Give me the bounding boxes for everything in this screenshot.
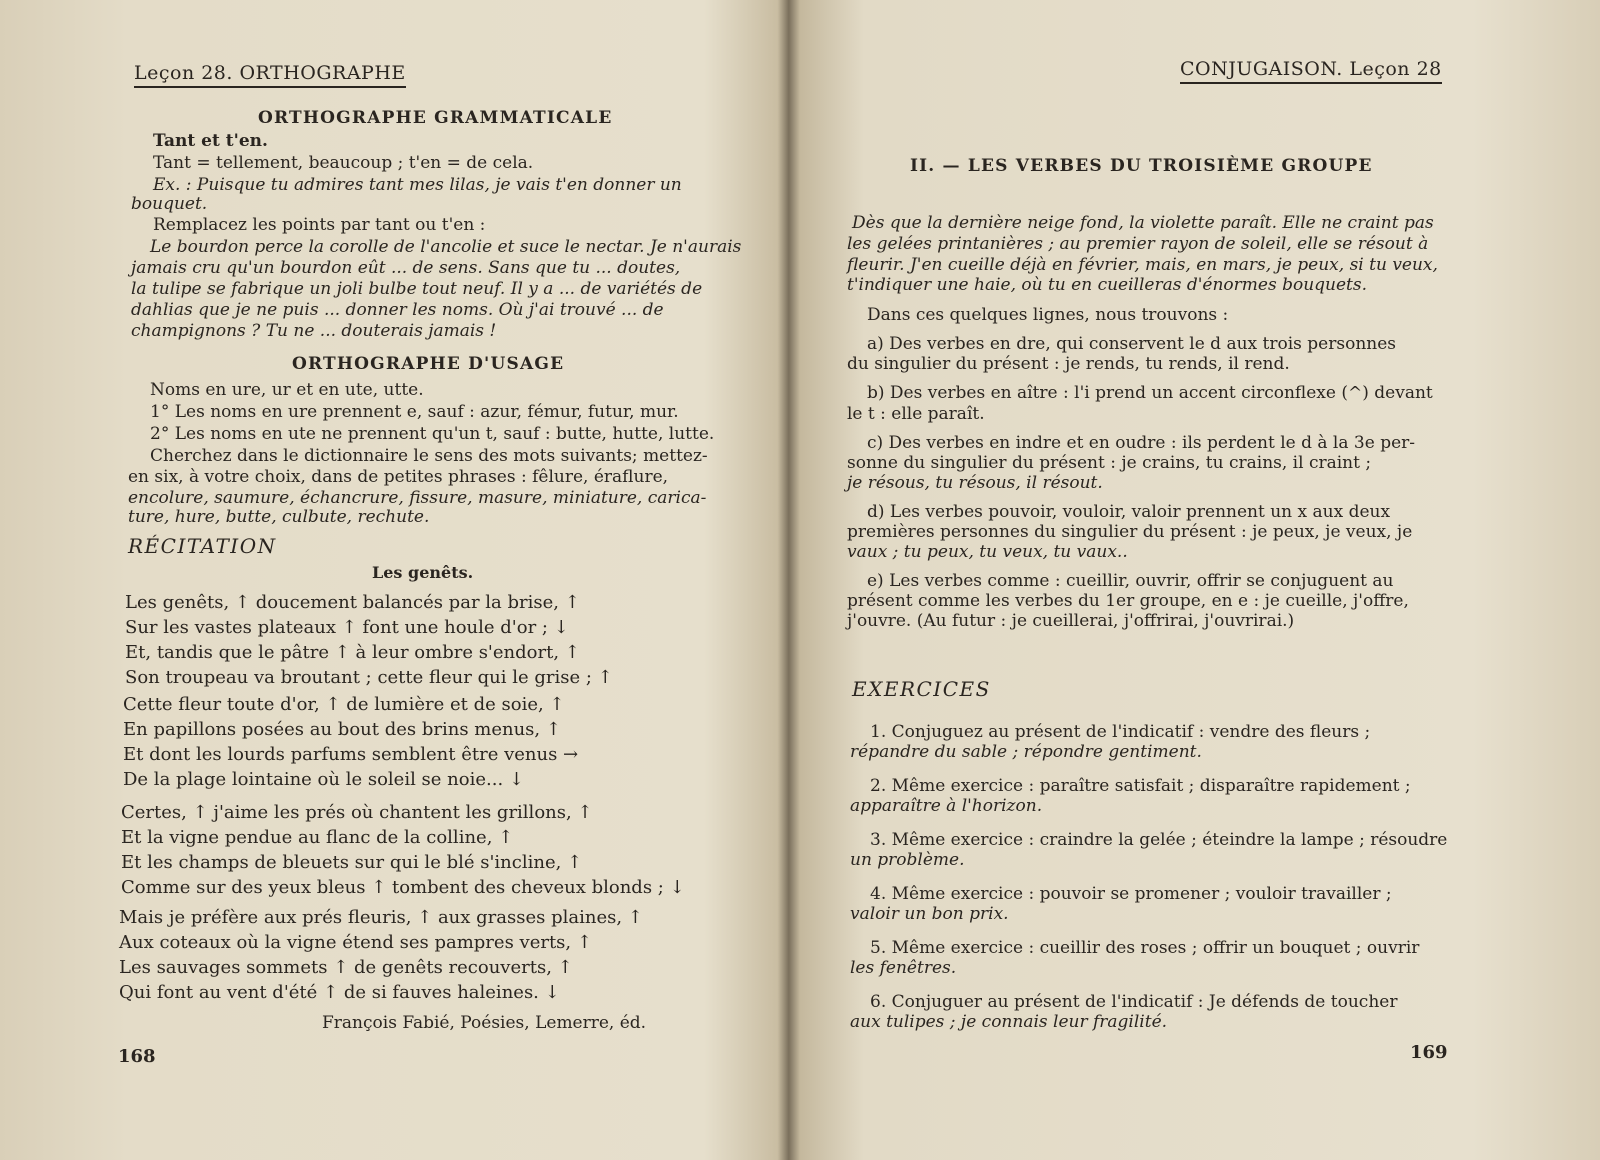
text-line: Noms en ure, ur et en ute, utte. [150, 380, 424, 400]
running-head: Leçon 28. ORTHOGRAPHE [134, 62, 406, 88]
attribution: François Fabié, Poésies, Lemerre, éd. [322, 1013, 647, 1033]
text-line: encolure, saumure, échancrure, fissure, masure, miniature, carica- [128, 488, 707, 508]
poem-line: Certes, ↑ j'aime les prés où chantent les grillons, ↑ [121, 802, 593, 823]
text-line: c) Des verbes en indre et en oudre : ils perdent le d à la 3e per- [867, 433, 1416, 453]
exercise-line: apparaître à l'horizon. [850, 796, 1043, 816]
poem-line: Qui font au vent d'été ↑ de si fauves haleines. ↓ [119, 982, 560, 1003]
text-line: la tulipe se fabrique un joli bulbe tout neuf. Il y a ... de variétés de [131, 279, 703, 299]
poem-line: Comme sur des yeux bleus ↑ tombent des cheveux blonds ; ↓ [121, 877, 685, 898]
right-page [800, 0, 1600, 1160]
poem-line: Les genêts, ↑ doucement balancés par la brise, ↑ [125, 592, 580, 613]
left-page [0, 0, 790, 1160]
poem-title: Les genêts. [372, 563, 474, 582]
exercise-line: aux tulipes ; je connais leur fragilité. [850, 1012, 1168, 1032]
text-line: les gelées printanières ; au premier rayon de soleil, elle se résout à [847, 234, 1429, 254]
exercise-line: 3. Même exercice : craindre la gelée ; éteindre la lampe ; résoudre [870, 830, 1448, 850]
text-line: 1° Les noms en ure prennent e, sauf : azur, fémur, futur, mur. [150, 402, 679, 422]
text-line: présent comme les verbes du 1er groupe, en e : je cueille, j'offre, [847, 591, 1409, 611]
section-title-usage: ORTHOGRAPHE D'USAGE [292, 354, 565, 374]
page-number: 169 [1410, 1042, 1448, 1063]
poem-line: Et dont les lourds parfums semblent être venus → [123, 744, 579, 765]
text-line: Remplacez les points par tant ou t'en : [153, 215, 486, 235]
text-line: premières personnes du singulier du présent : je peux, je veux, je [847, 522, 1413, 542]
poem-line: Sur les vastes plateaux ↑ font une houle d'or ; ↓ [125, 617, 569, 638]
exercise-line: valoir un bon prix. [850, 904, 1009, 924]
text-line: j'ouvre. (Au futur : je cueillerai, j'offrirai, j'ouvrirai.) [847, 611, 1295, 631]
text-line: Dès que la dernière neige fond, la violette paraît. Elle ne craint pas [852, 213, 1434, 233]
poem-line: Et les champs de bleuets sur qui le blé s'incline, ↑ [121, 852, 583, 873]
text-line: sonne du singulier du présent : je crains, tu crains, il craint ; [847, 453, 1372, 473]
exercises-heading: EXERCICES [852, 677, 991, 701]
text-line: du singulier du présent : je rends, tu rends, il rend. [847, 354, 1290, 374]
poem-line: Les sauvages sommets ↑ de genêts recouverts, ↑ [119, 957, 573, 978]
text-line: Dans ces quelques lignes, nous trouvons : [867, 305, 1229, 325]
page-number: 168 [118, 1046, 156, 1067]
text-line: en six, à votre choix, dans de petites phrases : fêlure, éraflure, [128, 467, 669, 487]
section-title-grammaticale: ORTHOGRAPHE GRAMMATICALE [258, 108, 613, 128]
exercise-line: 6. Conjuguer au présent de l'indicatif : Je défends de toucher [870, 992, 1398, 1012]
exercise-line: un problème. [850, 850, 965, 870]
poem-line: Et, tandis que le pâtre ↑ à leur ombre s'endort, ↑ [125, 642, 580, 663]
poem-line: Aux coteaux où la vigne étend ses pampres verts, ↑ [119, 932, 592, 953]
text-line: le t : elle paraît. [847, 404, 985, 424]
poem-line: En papillons posées au bout des brins menus, ↑ [123, 719, 561, 740]
text-line: Le bourdon perce la corolle de l'ancolie et suce le nectar. Je n'aurais [150, 237, 742, 257]
section-title-troisieme-groupe: II. — LES VERBES DU TROISIÈME GROUPE [910, 156, 1373, 176]
text-line: je résous, tu résous, il résout. [847, 473, 1103, 493]
exercise-line: 1. Conjuguez au présent de l'indicatif : vendre des fleurs ; [870, 722, 1371, 742]
text-line: dahlias que je ne puis ... donner les noms. Où j'ai trouvé ... de [131, 300, 664, 320]
text-line: Cherchez dans le dictionnaire le sens des mots suivants; mettez- [150, 446, 708, 466]
text-line: t'indiquer une haie, où tu en cueilleras d'énormes bouquets. [847, 275, 1368, 295]
exercise-line: 4. Même exercice : pouvoir se promener ; vouloir travailler ; [870, 884, 1392, 904]
poem-line: Son troupeau va broutant ; cette fleur qui le grise ; ↑ [125, 667, 613, 688]
text-line: 2° Les noms en ute ne prennent qu'un t, sauf : butte, hutte, lutte. [150, 424, 715, 444]
exercise-line: 2. Même exercice : paraître satisfait ; disparaître rapidement ; [870, 776, 1411, 796]
text-line: a) Des verbes en dre, qui conservent le d aux trois personnes [867, 334, 1397, 354]
text-line: d) Les verbes pouvoir, vouloir, valoir prennent un x aux deux [867, 502, 1391, 522]
recitation-heading: RÉCITATION [128, 534, 277, 558]
exercise-line: 5. Même exercice : cueillir des roses ; offrir un bouquet ; ouvrir [870, 938, 1420, 958]
text-line: e) Les verbes comme : cueillir, ouvrir, offrir se conjuguent au [867, 571, 1394, 591]
running-head: CONJUGAISON. Leçon 28 [1180, 58, 1442, 84]
poem-line: Et la vigne pendue au flanc de la colline, ↑ [121, 827, 514, 848]
text-line: Tant = tellement, beaucoup ; t'en = de cela. [153, 153, 534, 173]
poem-line: Mais je préfère aux prés fleuris, ↑ aux grasses plaines, ↑ [119, 907, 643, 928]
text-line: champignons ? Tu ne ... douterais jamais ! [131, 321, 497, 341]
poem-line: De la plage lointaine où le soleil se noie... ↓ [123, 769, 524, 790]
text-line: Ex. : Puisque tu admires tant mes lilas, je vais t'en donner un [153, 175, 682, 195]
text-line: b) Des verbes en aître : l'i prend un accent circonflexe (^) devant [867, 383, 1433, 403]
exercise-line: les fenêtres. [850, 958, 957, 978]
text-line: Tant et t'en. [153, 131, 268, 151]
text-line: bouquet. [131, 194, 208, 214]
text-line: fleurir. J'en cueille déjà en février, mais, en mars, je peux, si tu veux, [847, 255, 1438, 275]
text-line: ture, hure, butte, culbute, rechute. [128, 507, 430, 527]
text-line: jamais cru qu'un bourdon eût ... de sens. Sans que tu ... doutes, [131, 258, 681, 278]
exercise-line: répandre du sable ; répondre gentiment. [850, 742, 1202, 762]
text-line: vaux ; tu peux, tu veux, tu vaux.. [847, 542, 1128, 562]
poem-line: Cette fleur toute d'or, ↑ de lumière et de soie, ↑ [123, 694, 565, 715]
